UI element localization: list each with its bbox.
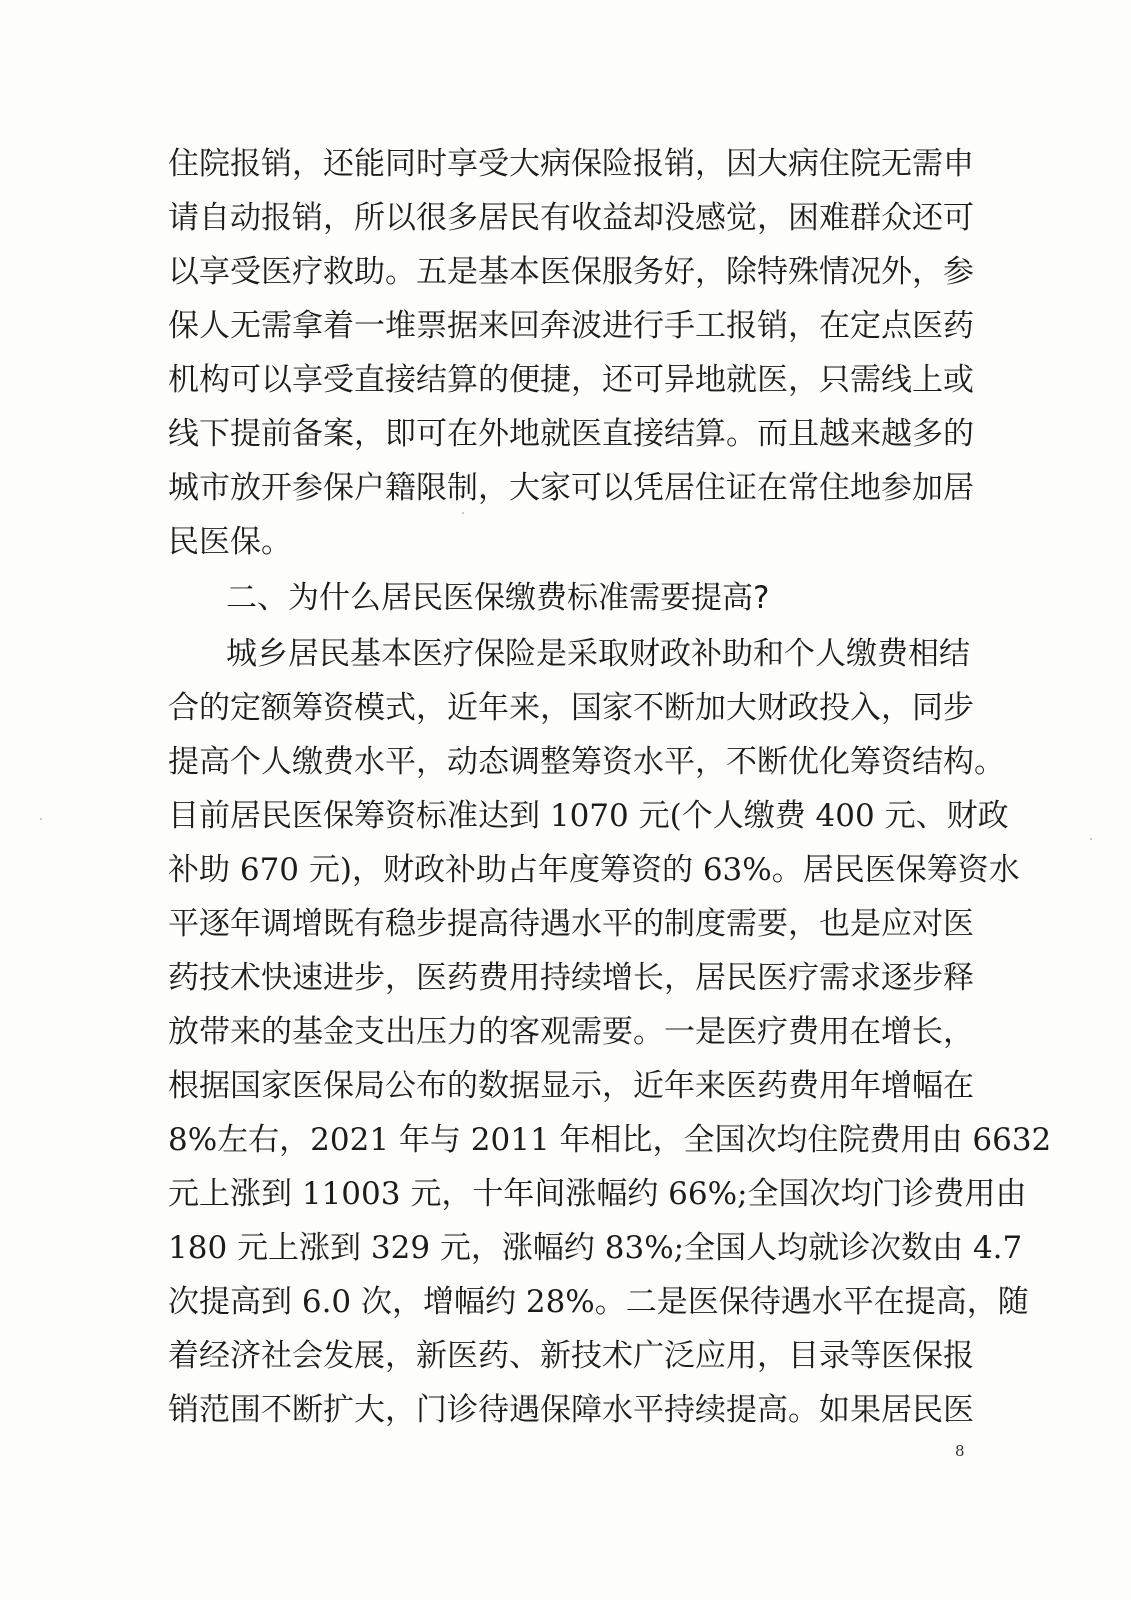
paragraph-line: 线下提前备案，即可在外地就医直接结算。而且越来越多的 bbox=[168, 416, 974, 452]
paragraph-line: 元上涨到 11003 元，十年间涨幅约 66%;全国次均门诊费用由 bbox=[168, 1176, 1027, 1212]
paragraph-line: 城市放开参保户籍限制，大家可以凭居住证在常住地参加居 bbox=[168, 470, 974, 506]
paragraph-line: 目前居民医保筹资标准达到 1070 元(个人缴费 400 元、财政 bbox=[168, 798, 1009, 834]
section-heading: 二、为什么居民医保缴费标准需要提高? bbox=[226, 580, 770, 616]
paragraph-line: 民医保。 bbox=[168, 524, 292, 560]
scan-speck bbox=[1090, 838, 1092, 840]
paragraph-line: 药技术快速进步，医药费用持续增长，居民医疗需求逐步释 bbox=[168, 960, 974, 996]
paragraph-line: 请自动报销，所以很多居民有收益却没感觉，困难群众还可 bbox=[168, 200, 974, 236]
paragraph-line: 以享受医疗救助。五是基本医保服务好，除特殊情况外，参 bbox=[168, 254, 974, 290]
paragraph-line: 8%左右，2021 年与 2011 年相比，全国次均住院费用由 6632 bbox=[168, 1122, 1052, 1158]
paragraph-line: 放带来的基金支出压力的客观需要。一是医疗费用在增长， bbox=[168, 1014, 974, 1050]
scan-speck bbox=[40, 818, 42, 820]
paragraph-line: 城乡居民基本医疗保险是采取财政补助和个人缴费相结 bbox=[226, 636, 970, 672]
paragraph-line: 次提高到 6.0 次，增幅约 28%。二是医保待遇水平在提高，随 bbox=[168, 1284, 1029, 1320]
paragraph-line: 补助 670 元)，财政补助占年度筹资的 63%。居民医保筹资水 bbox=[168, 852, 1020, 888]
page-number: 8 bbox=[955, 1442, 965, 1460]
paragraph-line: 合的定额筹资模式，近年来，国家不断加大财政投入，同步 bbox=[168, 690, 974, 726]
paragraph-line: 销范围不断扩大，门诊待遇保障水平持续提高。如果居民医 bbox=[168, 1392, 974, 1428]
paragraph-line: 180 元上涨到 329 元，涨幅约 83%;全国人均就诊次数由 4.7 bbox=[168, 1230, 1023, 1266]
paragraph-line: 保人无需拿着一堆票据来回奔波进行手工报销，在定点医药 bbox=[168, 308, 974, 344]
paragraph-line: 住院报销，还能同时享受大病保险报销，因大病住院无需申 bbox=[168, 146, 974, 182]
paragraph-line: 提高个人缴费水平，动态调整筹资水平，不断优化筹资结构。 bbox=[168, 744, 1005, 780]
paragraph-line: 平逐年调增既有稳步提高待遇水平的制度需要，也是应对医 bbox=[168, 906, 974, 942]
paragraph-line: 着经济社会发展，新医药、新技术广泛应用，目录等医保报 bbox=[168, 1338, 974, 1374]
paragraph-line: 根据国家医保局公布的数据显示，近年来医药费用年增幅在 bbox=[168, 1068, 974, 1104]
paragraph-line: 机构可以享受直接结算的便捷，还可异地就医，只需线上或 bbox=[168, 362, 974, 398]
scan-speck bbox=[462, 512, 464, 514]
